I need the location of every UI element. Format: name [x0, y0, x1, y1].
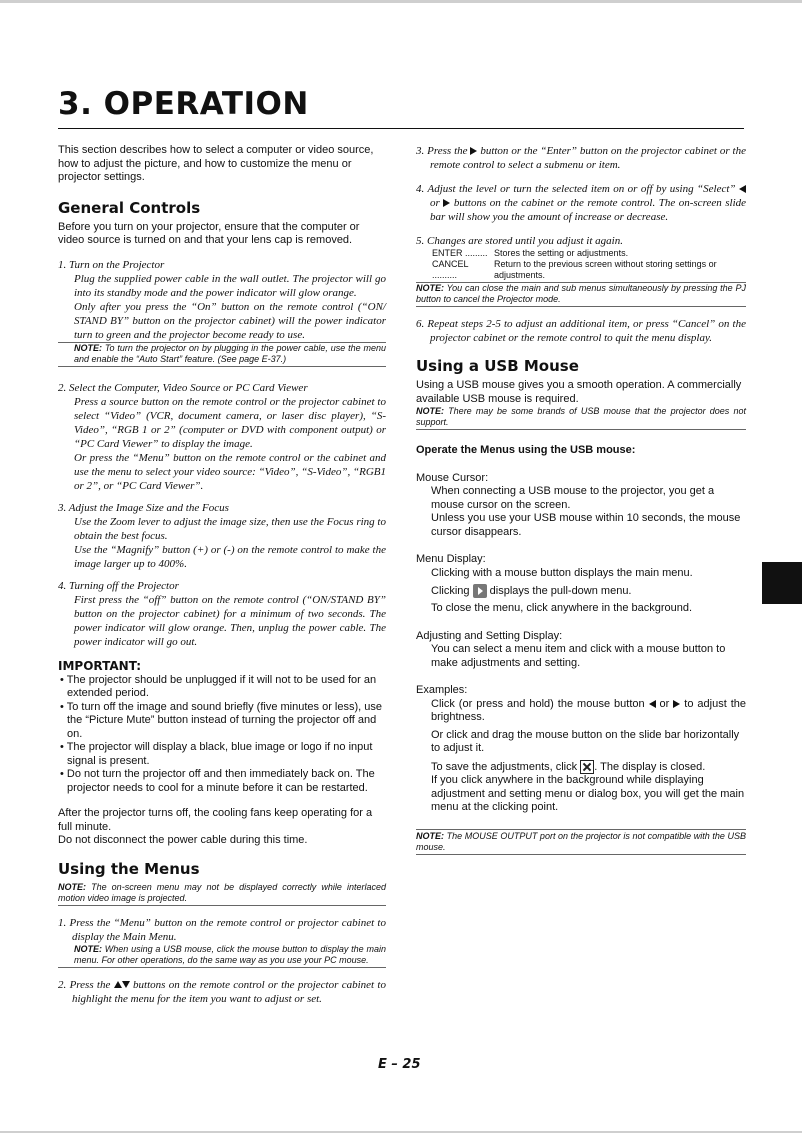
menu-step5-note-text: You can close the main and sub menus simultaneously by pressing the PJ button to cancel the Projector mode.	[416, 283, 746, 304]
cancel-row	[416, 259, 746, 283]
example-1-or: or	[655, 697, 674, 710]
example-3-post: . The display is closed.	[594, 760, 706, 773]
menu-display-text-2	[416, 584, 746, 598]
menu-step-3	[416, 144, 746, 172]
example-4: If you click anywhere in the background while displaying adjustment and setting menu or dialog box, you will get the main menu at the clicking point.	[431, 774, 745, 814]
step2-title: 2. Select the Computer, Video Source or PC Card Viewer	[58, 381, 308, 394]
menu-step3-pre: 3. Press the	[416, 145, 471, 157]
page-title: 3. OPERATION	[58, 86, 309, 122]
step1-title: 1. Turn on the Projector	[58, 258, 165, 271]
menu-step1-note-text: When using a USB mouse, click the mouse button to display the main menu. For other operations, do the same way as you use your PC mouse.	[74, 943, 386, 965]
menu-step4-post: buttons on the cabinet or the remote control. The on-screen slide bar will show you the amount of increase or decrease.	[430, 197, 747, 223]
menu-display-2-pre: Clicking	[431, 584, 473, 597]
step1-body2: Only after you press the “On” button on the remote control (“ON/ STAND BY” button on the projector cabinet) will the power indicator turn to green and the projector become ready to use.	[58, 300, 386, 343]
step3-body2: Use the “Magnify” button (+) or (-) on the remote control to make the image larger up to 400%.	[74, 543, 386, 570]
section-tab-marker	[762, 562, 802, 604]
example-3	[416, 760, 746, 774]
menu-display-label: Menu Display:	[416, 553, 486, 565]
menus-note	[58, 882, 386, 906]
example-3-pre: To save the adjustments, click	[431, 760, 581, 773]
usb-mouse-heading: Using a USB Mouse	[416, 357, 579, 375]
operate-heading: Operate the Menus using the USB mouse:	[416, 444, 636, 456]
important-heading: IMPORTANT:	[58, 658, 142, 673]
example-1-pre: Click (or press and hold) the mouse button	[431, 697, 649, 710]
step4-body: First press the “off” button on the remote control (“ON/STAND BY” button on the projector cabinet) for a minimum of two seconds. The power indicator will glow orange. Then, unplug the power cable. The power indicator will go out.	[74, 593, 386, 648]
step2-body: Press a source button on the remote control or the projector cabinet to select “Video” (VCR, document camera, or laser disc player), “S-Video”, “RGB 1 or 2” (computer or DVD with component output) or “PC Card Viewer” to display the image.	[74, 395, 386, 450]
step3-title: 3. Adjust the Image Size and the Focus	[58, 501, 229, 514]
example-1-post: to adjust the brightness.	[431, 697, 746, 724]
general-controls-intro: Before you turn on your projector, ensure that the computer or video source is turned on and that your lens cap is removed.	[58, 220, 360, 246]
step3-body: Use the Zoom lever to adjust the image size, then use the Focus ring to obtain the best focus.	[74, 515, 386, 542]
note-label: NOTE:	[58, 881, 86, 892]
title-rule	[58, 128, 744, 129]
examples-label: Examples:	[416, 684, 468, 697]
menu-display-text-3: To close the menu, click anywhere in the background.	[431, 602, 693, 615]
menu-step-6: 6. Repeat steps 2-5 to adjust an additional item, or press “Cancel” on the projector cabinet or the remote control to quit the menu display.	[416, 318, 746, 344]
usb-intro: Using a USB mouse gives you a smooth operation. A commercially available USB mouse is required.	[416, 379, 742, 405]
enter-row	[416, 248, 746, 259]
intro-text: This section describes how to select a computer or video source, how to adjust the picture, and how to customize the menu or projector settings.	[58, 144, 374, 183]
menu-step2-pre: 2. Press the	[58, 978, 114, 991]
menu-step2-post: buttons on the remote control or the projector cabinet to highlight the menu for the item you want to adjust or set.	[72, 978, 386, 1005]
menu-step4-or: or	[430, 197, 444, 209]
step1-note	[58, 343, 386, 367]
menu-step3-post: button or the “Enter” button on the projector cabinet or the remote control to select a submenu or item.	[430, 145, 746, 171]
page-number: E – 25	[378, 1057, 421, 1072]
menu-step5-note	[416, 283, 746, 307]
menu-display-2-post: displays the pull-down menu.	[486, 584, 632, 597]
step1-body: Plug the supplied power cable in the wall outlet. The projector will go into its standby mode and the power indicator will glow orange.	[74, 272, 386, 299]
menu-step-2	[58, 978, 386, 1006]
important-bullet-1: • The projector should be unplugged if it will not to be used for an extended period.	[60, 673, 377, 699]
cancel-value: Return to the previous screen without storing settings or adjustments.	[494, 259, 717, 280]
mouse-cursor-label: Mouse Cursor:	[416, 471, 489, 484]
close-icon	[580, 760, 594, 774]
adjusting-label: Adjusting and Setting Display:	[416, 629, 563, 642]
note-label: NOTE:	[416, 830, 444, 841]
menu-step-1: 1. Press the “Menu” button on the remote control or projector cabinet to display the Main Menu.	[58, 916, 386, 943]
example-1	[416, 698, 746, 725]
enter-value: Stores the setting or adjustments.	[494, 248, 629, 258]
up-arrow-icon	[114, 981, 122, 988]
note-label: NOTE:	[416, 283, 444, 293]
right-column	[416, 144, 746, 855]
top-border	[0, 0, 802, 3]
menu-step-5: 5. Changes are stored until you adjust it again.	[416, 235, 623, 247]
cursor-text-1: When connecting a USB mouse to the projector, you get a mouse cursor on the screen.	[431, 485, 715, 511]
usb-note	[416, 406, 746, 430]
important-bullet-2: • To turn off the image and sound briefly (five minutes or less), use the “Picture Mute” button instead of turning the projector off and on.	[60, 700, 382, 740]
cancel-key: CANCEL ..........	[432, 259, 469, 280]
enter-key: ENTER .........	[432, 248, 488, 258]
left-arrow-icon	[649, 700, 656, 708]
using-menus-heading: Using the Menus	[58, 859, 200, 878]
important-bullet-4: • Do not turn the projector off and then immediately back on. The projector needs to cool for a minute before it can be restarted.	[60, 768, 375, 794]
note-label: NOTE:	[74, 342, 102, 353]
example-2: Or click and drag the mouse button on the slide bar horizontally to adjust it.	[431, 728, 740, 755]
usb-final-note-text: The MOUSE OUTPUT port on the projector is not compatible with the USB mouse.	[416, 830, 746, 852]
note-label: NOTE:	[416, 406, 444, 416]
usb-note-text: There may be some brands of USB mouse that the projector does not support.	[416, 406, 746, 427]
usb-final-note	[416, 829, 746, 855]
menu-step1-note	[58, 944, 386, 968]
important-bullet-3: • The projector will display a black, blue image or logo if no input signal is present.	[60, 741, 373, 767]
pulldown-arrow-icon	[473, 584, 487, 598]
step2-body2: Or press the “Menu” button on the remote control or the cabinet and use the menu to select your video source: “Video”, “S-Video”, “RGB1 or 2”, or “PC Card Viewer”.	[74, 451, 386, 492]
down-arrow-icon	[122, 981, 130, 988]
adjusting-text: You can select a menu item and click with a mouse button to make adjustments and setting.	[431, 643, 726, 669]
note-label: NOTE:	[74, 943, 102, 954]
after-off-text-1: After the projector turns off, the cooling fans keep operating for a full minute.	[58, 807, 373, 833]
menus-note-text: The on-screen menu may not be displayed correctly while interlaced motion video image is projected.	[58, 881, 386, 903]
menu-display-text-1: Clicking with a mouse button displays the main menu.	[431, 566, 693, 579]
left-column	[58, 144, 386, 1006]
cursor-text-2: Unless you use your USB mouse within 10 seconds, the mouse cursor disappears.	[431, 512, 741, 538]
menu-step-4	[416, 182, 746, 224]
after-off-text-2: Do not disconnect the power cable during this time.	[58, 834, 308, 846]
step1-note-text: To turn the projector on by plugging in the power cable, use the menu and enable the “Auto Start” feature. (See page E-37.)	[74, 342, 386, 364]
left-arrow-icon	[739, 185, 746, 193]
step4-title: 4. Turning off the Projector	[58, 579, 179, 592]
menu-step4-pre: 4. Adjust the level or turn the selected item on or off by using “Select”	[416, 183, 739, 195]
general-controls-heading: General Controls	[58, 198, 201, 217]
